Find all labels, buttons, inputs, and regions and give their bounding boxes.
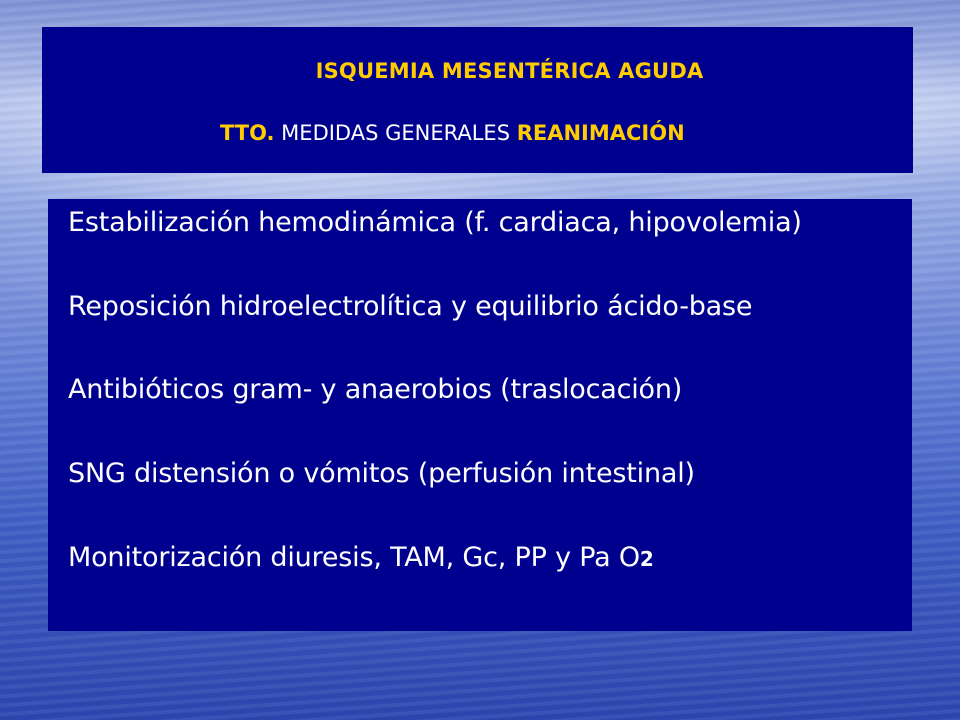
subtitle-medidas: MEDIDAS GENERALES <box>274 121 517 145</box>
list-item-text: Monitorización diuresis, TAM, Gc, PP y Pa O <box>68 542 640 573</box>
subtitle-reanimacion: REANIMACIÓN <box>516 121 685 145</box>
list-item: Reposición hidroelectrolítica y equilibrio ácido-base <box>68 291 753 322</box>
list-item <box>68 458 695 489</box>
slide-subtitle <box>220 121 685 145</box>
list-item: Antibióticos gram- y anaerobios (traslocación) <box>68 374 683 405</box>
list-item-text: SNG distensión o vómitos (perfusión intestinal) <box>68 458 695 489</box>
subscript-2: 2 <box>639 547 654 571</box>
content-box <box>48 199 912 631</box>
title-box <box>42 27 913 173</box>
subtitle-tto: TTO. <box>220 121 275 145</box>
list-item: Estabilización hemodinámica (f. cardiaca, hipovolemia) <box>68 207 802 238</box>
list-item <box>68 542 654 573</box>
slide-title: ISQUEMIA MESENTÉRICA AGUDA <box>315 59 704 83</box>
